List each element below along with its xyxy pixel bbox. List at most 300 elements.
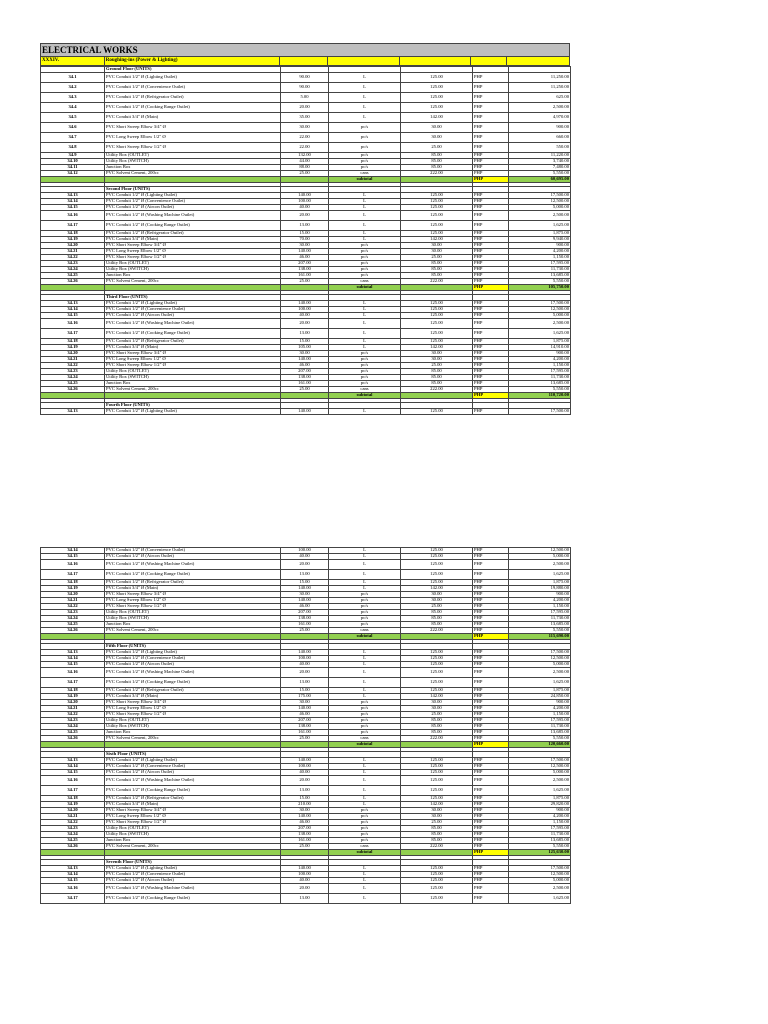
- item-description: PVC Conduit 1/2" Ø (Convenience Outlet): [105, 656, 281, 662]
- item-quantity: 15.00: [281, 796, 329, 802]
- item-amount: 2,500.00: [509, 776, 571, 786]
- item-quantity: 161.00: [281, 622, 329, 628]
- item-quantity: 90.00: [281, 83, 329, 93]
- item-unit-cost: 125.00: [401, 409, 473, 415]
- item-unit: cans: [329, 736, 401, 742]
- subtotal-label: subtotal: [329, 742, 401, 748]
- item-quantity: 15.00: [281, 688, 329, 694]
- item-currency: PHP: [473, 221, 509, 231]
- item-description: PVC Long Sweep Elbow 1/2" Ø: [105, 249, 281, 255]
- item-number: 34.19: [41, 694, 105, 700]
- boq-table: [40, 66, 571, 415]
- item-amount: 29,820.00: [509, 802, 571, 808]
- item-description: PVC Conduit 1/2" Ø (Refrigerator Outlet): [105, 339, 281, 345]
- item-amount: 5,000.00: [509, 205, 571, 211]
- item-amount: 5,550.00: [509, 628, 571, 634]
- item-number: 34.15: [41, 878, 105, 884]
- floor-heading: Fifth Floor (UNITS): [105, 644, 281, 650]
- item-description: PVC Long Sweep Elbow 1/2" Ø: [105, 133, 281, 143]
- item-unit-cost: 30.00: [401, 243, 473, 249]
- item-amount: 1,875.00: [509, 580, 571, 586]
- item-currency: PHP: [473, 143, 509, 153]
- item-unit: L: [329, 313, 401, 319]
- item-unit-cost: 125.00: [401, 866, 473, 872]
- item-unit-cost: 85.00: [401, 165, 473, 171]
- item-unit-cost: 222.00: [401, 171, 473, 177]
- section-blank: [471, 57, 507, 65]
- item-amount: 4,200.00: [509, 598, 571, 604]
- item-currency: PHP: [473, 820, 509, 826]
- item-description: PVC Conduit 3/4" Ø (Main): [105, 113, 281, 123]
- item-unit-cost: 125.00: [401, 662, 473, 668]
- item-unit-cost: 85.00: [401, 610, 473, 616]
- item-description: PVC Conduit 3/4" Ø (Main): [105, 237, 281, 243]
- item-number: 34.13: [41, 409, 105, 415]
- item-unit-cost: 30.00: [401, 814, 473, 820]
- subtotal-amount: 115,690.00: [509, 634, 571, 640]
- item-amount: 1,625.00: [509, 678, 571, 688]
- item-unit: L: [329, 866, 401, 872]
- item-quantity: 140.00: [281, 598, 329, 604]
- item-number: 34.18: [41, 339, 105, 345]
- item-number: 34.12: [41, 171, 105, 177]
- item-unit-cost: 125.00: [401, 301, 473, 307]
- table-row: [41, 103, 571, 113]
- item-unit-cost: 125.00: [401, 73, 473, 83]
- item-currency: PHP: [473, 688, 509, 694]
- item-currency: PHP: [473, 267, 509, 273]
- item-unit: L: [329, 211, 401, 221]
- item-description: PVC Conduit 1/2" Ø (Convenience Outlet): [105, 199, 281, 205]
- item-unit: pc/s: [329, 381, 401, 387]
- item-amount: 900.00: [509, 351, 571, 357]
- item-unit: cans: [329, 628, 401, 634]
- item-amount: 1,625.00: [509, 894, 571, 904]
- item-currency: PHP: [473, 351, 509, 357]
- item-amount: 5,550.00: [509, 736, 571, 742]
- item-amount: 1,875.00: [509, 796, 571, 802]
- item-amount: 2,500.00: [509, 668, 571, 678]
- table-row: [41, 73, 571, 83]
- subtotal-currency: PHP: [473, 850, 509, 856]
- item-currency: PHP: [473, 580, 509, 586]
- item-unit: L: [329, 73, 401, 83]
- item-unit-cost: 222.00: [401, 387, 473, 393]
- item-quantity: 30.00: [281, 808, 329, 814]
- item-description: PVC Conduit 1/2" Ø (Cooking Range Outlet): [105, 678, 281, 688]
- item-amount: 900.00: [509, 700, 571, 706]
- item-description: PVC Solvent Cement, 200cc: [105, 844, 281, 850]
- item-currency: PHP: [473, 375, 509, 381]
- item-amount: 17,595.00: [509, 826, 571, 832]
- section-header: [40, 43, 570, 66]
- item-description: PVC Conduit 1/2" Ø (Aircon Outlet): [105, 205, 281, 211]
- item-amount: 1,150.00: [509, 712, 571, 718]
- item-number: 34.9: [41, 153, 105, 159]
- item-quantity: 25.00: [281, 387, 329, 393]
- item-currency: PHP: [473, 814, 509, 820]
- section-blank: [328, 57, 400, 65]
- item-description: PVC Conduit 1/2" Ø (Lighting Outlet): [105, 409, 281, 415]
- item-unit-cost: 85.00: [401, 730, 473, 736]
- item-amount: 900.00: [509, 808, 571, 814]
- item-unit-cost: 85.00: [401, 375, 473, 381]
- item-currency: PHP: [473, 844, 509, 850]
- subtotal-currency: PHP: [473, 634, 509, 640]
- item-unit: L: [329, 884, 401, 894]
- item-description: Utility Box (SWITCH): [105, 724, 281, 730]
- item-amount: 900.00: [509, 592, 571, 598]
- table-row: [41, 83, 571, 93]
- item-description: PVC Conduit 1/2" Ø (Cooking Range Outlet): [105, 221, 281, 231]
- item-description: Utility Box (SWITCH): [105, 832, 281, 838]
- item-amount: 11,730.00: [509, 724, 571, 730]
- item-unit: L: [329, 221, 401, 231]
- item-unit: L: [329, 678, 401, 688]
- item-unit-cost: 85.00: [401, 826, 473, 832]
- item-number: 34.19: [41, 586, 105, 592]
- item-unit: pc/s: [329, 604, 401, 610]
- item-unit: L: [329, 237, 401, 243]
- item-quantity: 161.00: [281, 273, 329, 279]
- item-amount: 625.00: [509, 93, 571, 103]
- item-number: 34.23: [41, 718, 105, 724]
- item-amount: 17,500.00: [509, 193, 571, 199]
- item-amount: 11,730.00: [509, 267, 571, 273]
- item-amount: 12,500.00: [509, 656, 571, 662]
- item-unit-cost: 125.00: [401, 668, 473, 678]
- item-currency: PHP: [473, 826, 509, 832]
- item-currency: PHP: [473, 694, 509, 700]
- item-unit: pc/s: [329, 832, 401, 838]
- item-unit: L: [329, 93, 401, 103]
- item-unit-cost: 125.00: [401, 93, 473, 103]
- item-unit: L: [329, 580, 401, 586]
- floor-heading: Sixth Floor (UNITS): [105, 752, 281, 758]
- item-unit: pc/s: [329, 143, 401, 153]
- item-description: PVC Conduit 3/4" Ø (Main): [105, 802, 281, 808]
- item-unit-cost: 125.00: [401, 878, 473, 884]
- item-description: Junction Box: [105, 838, 281, 844]
- item-description: PVC Short Sweep Elbow 1/2" Ø: [105, 255, 281, 261]
- item-number: 34.15: [41, 313, 105, 319]
- item-quantity: 20.00: [281, 884, 329, 894]
- item-unit: pc/s: [329, 814, 401, 820]
- item-amount: 7,480.00: [509, 165, 571, 171]
- item-description: PVC Conduit 1/2" Ø (Aircon Outlet): [105, 313, 281, 319]
- item-number: 34.14: [41, 764, 105, 770]
- item-number: 34.25: [41, 838, 105, 844]
- item-quantity: 20.00: [281, 319, 329, 329]
- item-number: 34.25: [41, 381, 105, 387]
- item-unit-cost: 125.00: [401, 872, 473, 878]
- item-unit: L: [329, 319, 401, 329]
- item-amount: 17,500.00: [509, 409, 571, 415]
- item-quantity: 132.00: [281, 153, 329, 159]
- item-currency: PHP: [473, 387, 509, 393]
- item-quantity: 30.00: [281, 700, 329, 706]
- item-number: 34.17: [41, 329, 105, 339]
- item-quantity: 207.00: [281, 718, 329, 724]
- item-quantity: 40.00: [281, 313, 329, 319]
- item-unit: pc/s: [329, 363, 401, 369]
- item-amount: 1,875.00: [509, 688, 571, 694]
- item-number: 34.13: [41, 866, 105, 872]
- item-amount: 4,200.00: [509, 706, 571, 712]
- item-unit-cost: 142.00: [401, 694, 473, 700]
- item-quantity: 207.00: [281, 261, 329, 267]
- item-currency: PHP: [473, 243, 509, 249]
- item-unit: pc/s: [329, 165, 401, 171]
- item-unit: pc/s: [329, 718, 401, 724]
- item-unit-cost: 125.00: [401, 764, 473, 770]
- item-unit: pc/s: [329, 724, 401, 730]
- item-currency: PHP: [473, 357, 509, 363]
- item-number: 34.19: [41, 237, 105, 243]
- item-number: 34.21: [41, 706, 105, 712]
- item-currency: PHP: [473, 718, 509, 724]
- item-unit: pc/s: [329, 159, 401, 165]
- item-number: 34.6: [41, 123, 105, 133]
- item-amount: 17,500.00: [509, 866, 571, 872]
- item-amount: 660.00: [509, 133, 571, 143]
- item-amount: 5,000.00: [509, 662, 571, 668]
- item-currency: PHP: [473, 273, 509, 279]
- item-amount: 17,500.00: [509, 650, 571, 656]
- item-currency: PHP: [473, 73, 509, 83]
- item-currency: PHP: [473, 255, 509, 261]
- table-row: [41, 560, 571, 570]
- item-number: 34.15: [41, 662, 105, 668]
- item-quantity: 100.00: [281, 199, 329, 205]
- item-quantity: 207.00: [281, 610, 329, 616]
- item-amount: 1,150.00: [509, 363, 571, 369]
- item-amount: 9,940.00: [509, 237, 571, 243]
- item-currency: PHP: [473, 307, 509, 313]
- item-description: PVC Conduit 1/2" Ø (Lighting Outlet): [105, 193, 281, 199]
- item-unit-cost: 125.00: [401, 199, 473, 205]
- table-row: [41, 211, 571, 221]
- table-row: [41, 786, 571, 796]
- item-unit: pc/s: [329, 592, 401, 598]
- item-unit-cost: 125.00: [401, 884, 473, 894]
- item-quantity: 30.00: [281, 243, 329, 249]
- item-amount: 12,500.00: [509, 764, 571, 770]
- item-unit-cost: 30.00: [401, 598, 473, 604]
- table-row: [41, 884, 571, 894]
- item-quantity: 25.00: [281, 628, 329, 634]
- item-unit-cost: 125.00: [401, 758, 473, 764]
- item-description: PVC Long Sweep Elbow 1/2" Ø: [105, 598, 281, 604]
- item-currency: PHP: [473, 838, 509, 844]
- item-number: 34.21: [41, 249, 105, 255]
- item-unit-cost: 125.00: [401, 688, 473, 694]
- table-row: [41, 123, 571, 133]
- item-quantity: 138.00: [281, 616, 329, 622]
- floor-heading: Second Floor (UNITS): [105, 187, 281, 193]
- item-quantity: 25.00: [281, 171, 329, 177]
- item-description: PVC Conduit 1/2" Ø (Washing Machine Outlet): [105, 884, 281, 894]
- item-number: 34.22: [41, 255, 105, 261]
- item-currency: PHP: [473, 894, 509, 904]
- item-unit: L: [329, 205, 401, 211]
- item-quantity: 138.00: [281, 267, 329, 273]
- item-unit-cost: 125.00: [401, 894, 473, 904]
- item-unit-cost: 125.00: [401, 329, 473, 339]
- subtotal-currency: PHP: [473, 742, 509, 748]
- item-unit-cost: 30.00: [401, 249, 473, 255]
- section-blank: [507, 57, 569, 65]
- item-number: 34.14: [41, 872, 105, 878]
- item-unit: L: [329, 554, 401, 560]
- item-amount: 11,250.00: [509, 73, 571, 83]
- item-unit-cost: 125.00: [401, 103, 473, 113]
- item-unit-cost: 125.00: [401, 313, 473, 319]
- item-unit: L: [329, 586, 401, 592]
- item-quantity: 13.00: [281, 786, 329, 796]
- item-number: 34.25: [41, 622, 105, 628]
- item-quantity: 140.00: [281, 357, 329, 363]
- item-number: 34.17: [41, 221, 105, 231]
- item-description: PVC Solvent Cement, 200cc: [105, 628, 281, 634]
- item-unit-cost: 125.00: [401, 656, 473, 662]
- item-quantity: 22.00: [281, 133, 329, 143]
- item-unit-cost: 85.00: [401, 616, 473, 622]
- item-amount: 17,595.00: [509, 261, 571, 267]
- item-quantity: 22.00: [281, 143, 329, 153]
- item-unit: L: [329, 894, 401, 904]
- item-description: PVC Conduit 1/2" Ø (Convenience Outlet): [105, 764, 281, 770]
- item-currency: PHP: [473, 610, 509, 616]
- item-amount: 1,150.00: [509, 820, 571, 826]
- item-description: Junction Box: [105, 165, 281, 171]
- item-amount: 5,000.00: [509, 878, 571, 884]
- item-quantity: 140.00: [281, 193, 329, 199]
- item-number: 34.17: [41, 678, 105, 688]
- item-number: 34.20: [41, 351, 105, 357]
- floor-heading: Fourth Floor (UNITS): [105, 403, 281, 409]
- item-description: PVC Solvent Cement, 200cc: [105, 736, 281, 742]
- item-number: 34.21: [41, 814, 105, 820]
- item-amount: 900.00: [509, 243, 571, 249]
- item-description: PVC Short Sweep Elbow 1/2" Ø: [105, 143, 281, 153]
- item-description: PVC Conduit 1/2" Ø (Refrigerator Outlet): [105, 231, 281, 237]
- item-amount: 5,550.00: [509, 279, 571, 285]
- item-unit: pc/s: [329, 261, 401, 267]
- item-amount: 24,850.00: [509, 694, 571, 700]
- item-description: PVC Conduit 1/2" Ø (Washing Machine Outlet): [105, 776, 281, 786]
- item-currency: PHP: [473, 786, 509, 796]
- item-unit: L: [329, 409, 401, 415]
- item-number: 34.22: [41, 363, 105, 369]
- item-amount: 11,730.00: [509, 616, 571, 622]
- item-unit: L: [329, 802, 401, 808]
- item-number: 34.24: [41, 375, 105, 381]
- item-quantity: 140.00: [281, 301, 329, 307]
- item-currency: PHP: [473, 758, 509, 764]
- item-description: Utility Box (SWITCH): [105, 159, 281, 165]
- item-description: PVC Conduit 3/4" Ø (Main): [105, 586, 281, 592]
- item-description: PVC Conduit 1/2" Ø (Cooking Range Outlet): [105, 329, 281, 339]
- item-currency: PHP: [473, 165, 509, 171]
- item-unit-cost: 125.00: [401, 211, 473, 221]
- item-description: Utility Box (OUTLET): [105, 369, 281, 375]
- item-unit-cost: 85.00: [401, 838, 473, 844]
- item-description: PVC Conduit 1/2" Ø (Washing Machine Outlet): [105, 668, 281, 678]
- item-currency: PHP: [473, 628, 509, 634]
- item-currency: PHP: [473, 171, 509, 177]
- item-currency: PHP: [473, 662, 509, 668]
- item-quantity: 46.00: [281, 255, 329, 261]
- item-number: 34.18: [41, 580, 105, 586]
- item-currency: PHP: [473, 678, 509, 688]
- item-unit-cost: 125.00: [401, 776, 473, 786]
- item-description: Junction Box: [105, 730, 281, 736]
- item-quantity: 13.00: [281, 894, 329, 904]
- item-number: 34.19: [41, 345, 105, 351]
- item-number: 34.18: [41, 688, 105, 694]
- item-description: PVC Conduit 1/2" Ø (Aircon Outlet): [105, 878, 281, 884]
- item-quantity: 40.00: [281, 205, 329, 211]
- item-number: 34.13: [41, 193, 105, 199]
- item-quantity: 25.00: [281, 279, 329, 285]
- item-currency: PHP: [473, 724, 509, 730]
- item-unit: L: [329, 307, 401, 313]
- item-description: PVC Conduit 1/2" Ø (Convenience Outlet): [105, 872, 281, 878]
- item-number: 34.14: [41, 307, 105, 313]
- item-unit: pc/s: [329, 826, 401, 832]
- table-row: [41, 409, 571, 415]
- item-number: 34.15: [41, 554, 105, 560]
- item-quantity: 46.00: [281, 604, 329, 610]
- item-number: 34.22: [41, 604, 105, 610]
- item-amount: 4,970.00: [509, 113, 571, 123]
- item-quantity: 46.00: [281, 363, 329, 369]
- item-number: 34.24: [41, 267, 105, 273]
- table-row: [41, 143, 571, 153]
- item-description: PVC Conduit 3/4" Ø (Main): [105, 345, 281, 351]
- item-unit: pc/s: [329, 598, 401, 604]
- item-unit-cost: 142.00: [401, 113, 473, 123]
- item-quantity: 20.00: [281, 211, 329, 221]
- item-description: PVC Conduit 1/2" Ø (Cooking Range Outlet): [105, 103, 281, 113]
- item-currency: PHP: [473, 808, 509, 814]
- item-number: 34.13: [41, 301, 105, 307]
- item-currency: PHP: [473, 656, 509, 662]
- boq-table: [40, 547, 571, 904]
- item-description: Utility Box (SWITCH): [105, 267, 281, 273]
- item-unit-cost: 30.00: [401, 700, 473, 706]
- item-quantity: 5.00: [281, 93, 329, 103]
- item-quantity: 207.00: [281, 369, 329, 375]
- item-currency: PHP: [473, 363, 509, 369]
- item-unit-cost: 30.00: [401, 351, 473, 357]
- item-unit-cost: 125.00: [401, 205, 473, 211]
- subtotal-label: subtotal: [329, 285, 401, 291]
- item-amount: 11,730.00: [509, 832, 571, 838]
- item-currency: PHP: [473, 249, 509, 255]
- item-number: 34.21: [41, 598, 105, 604]
- item-quantity: 20.00: [281, 560, 329, 570]
- subtotal-label: subtotal: [329, 850, 401, 856]
- item-quantity: 140.00: [281, 249, 329, 255]
- item-unit-cost: 125.00: [401, 231, 473, 237]
- item-amount: 1,150.00: [509, 604, 571, 610]
- item-quantity: 90.00: [281, 73, 329, 83]
- item-number: 34.16: [41, 560, 105, 570]
- item-amount: 11,220.00: [509, 153, 571, 159]
- table-row: [41, 221, 571, 231]
